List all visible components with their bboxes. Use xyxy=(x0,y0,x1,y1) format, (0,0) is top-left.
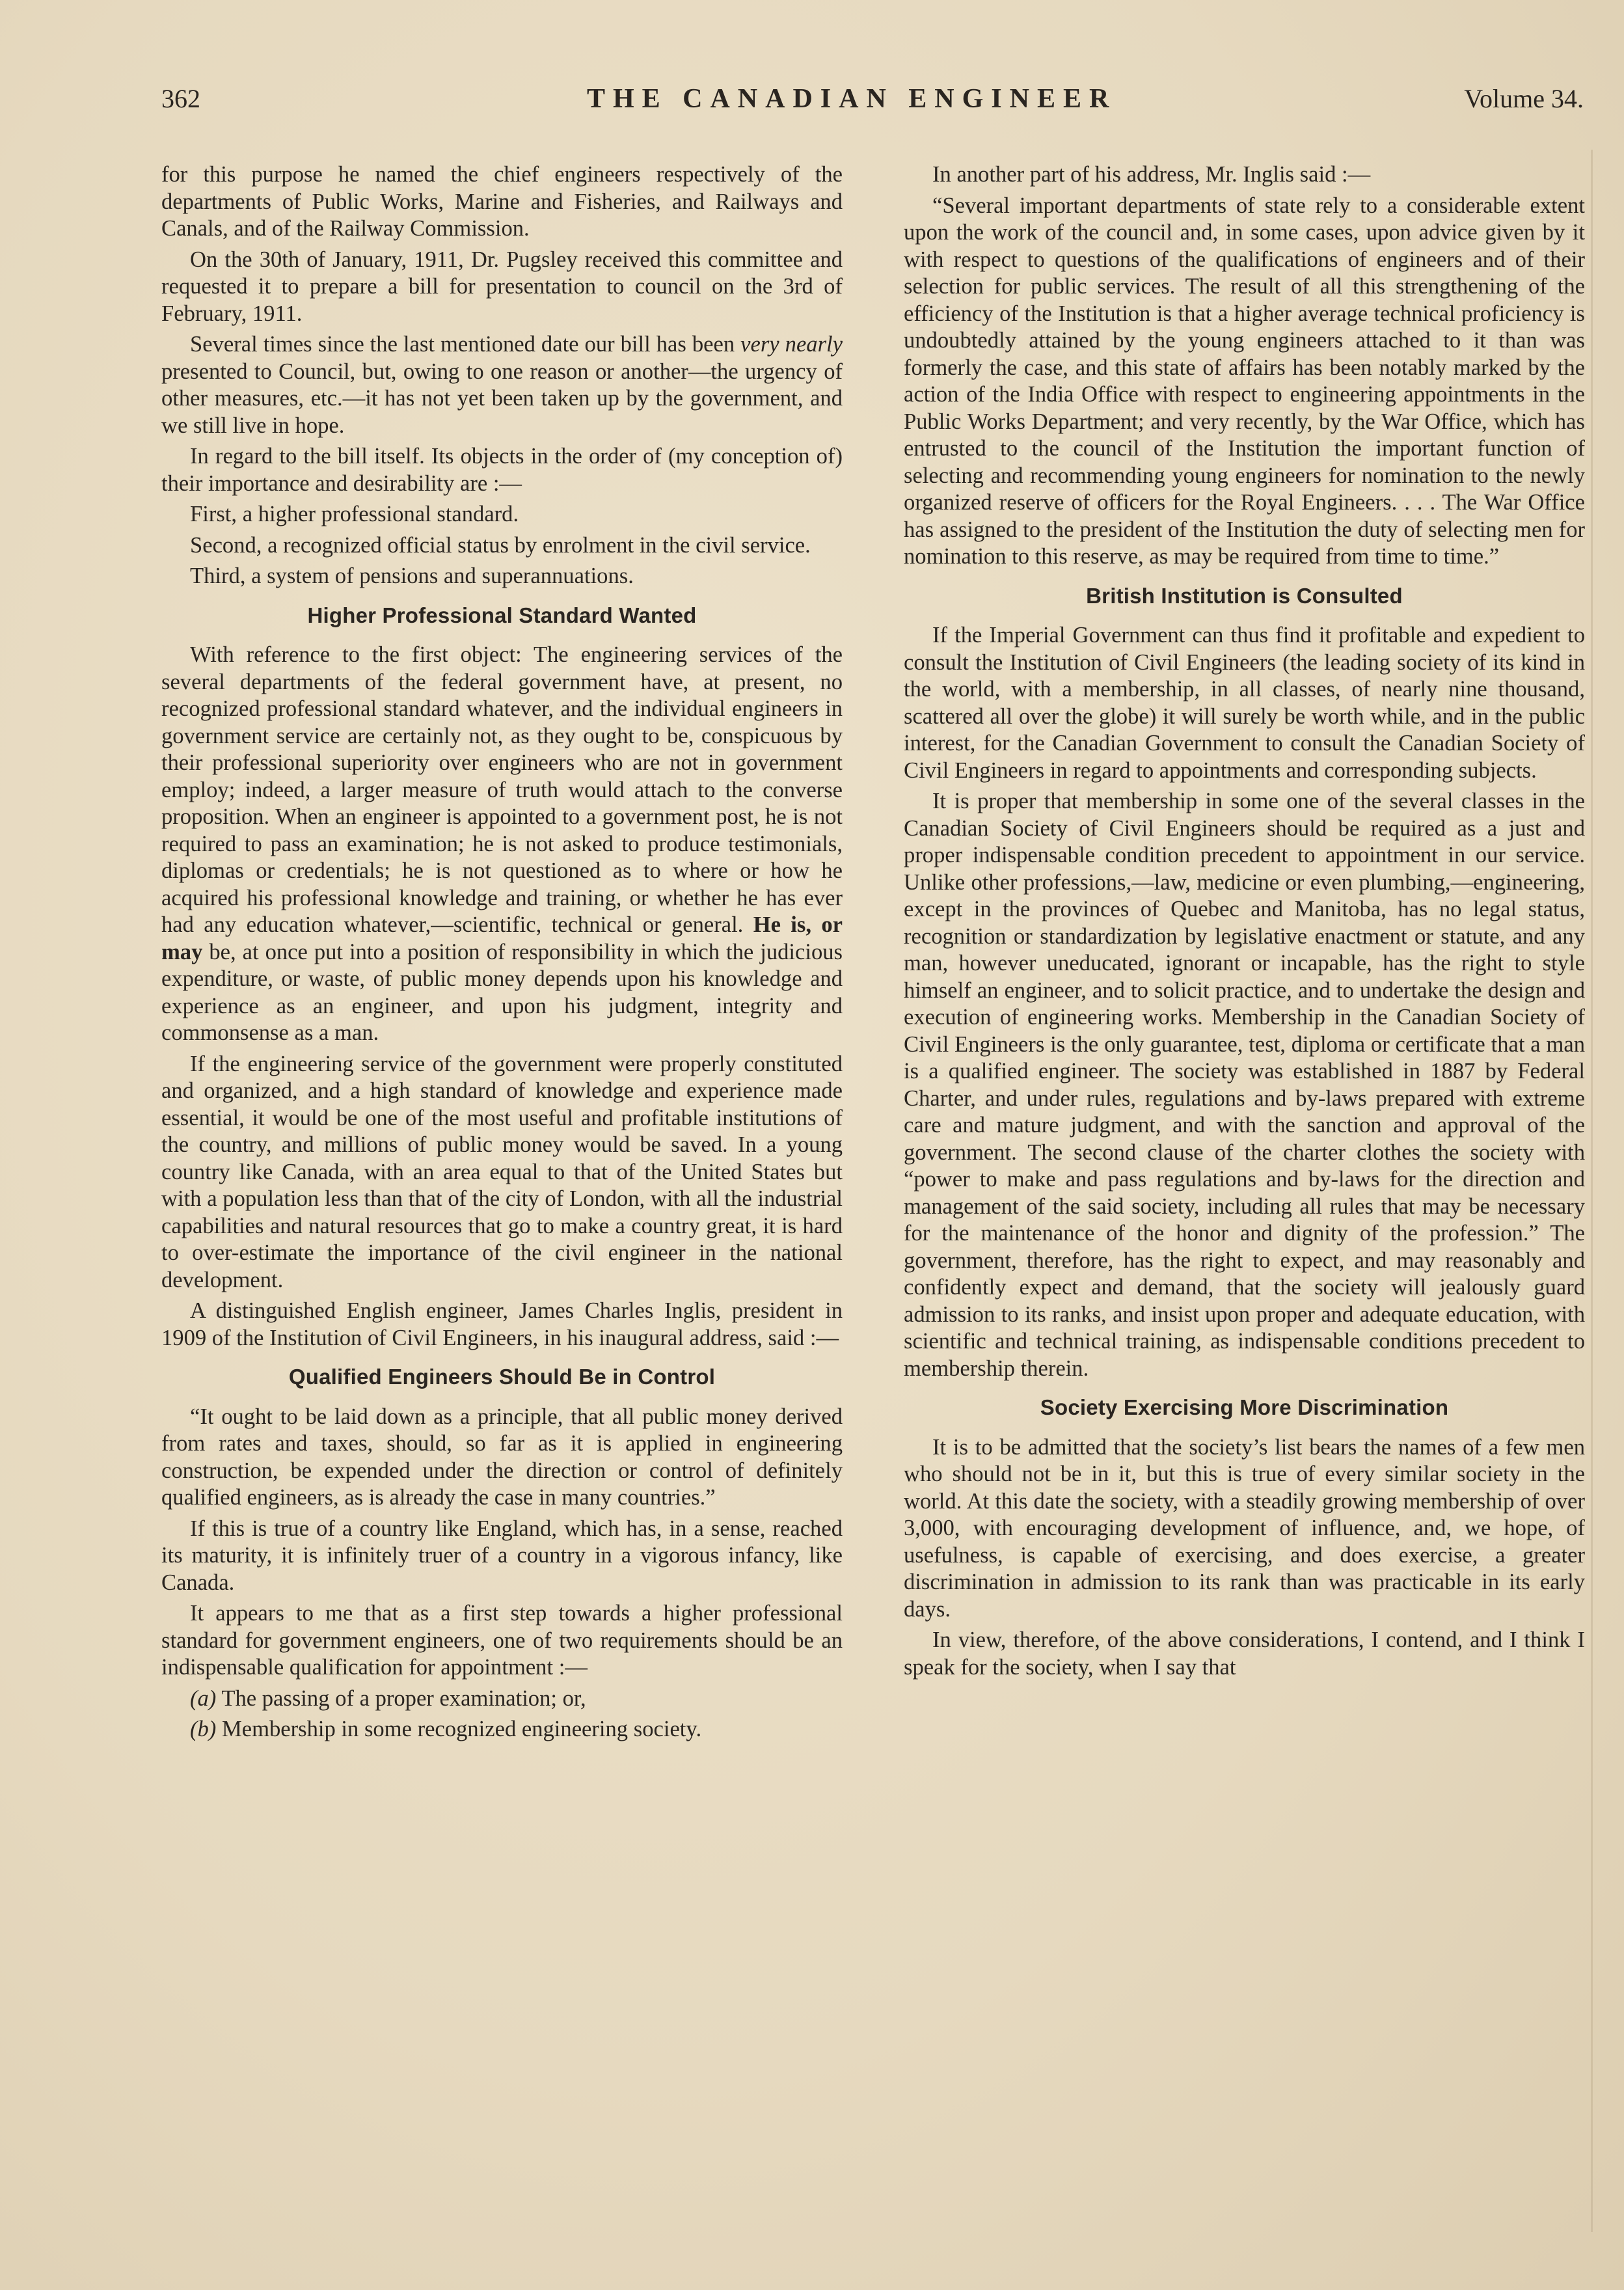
text-run: The passing of a proper examination; or, xyxy=(216,1685,586,1711)
paragraph: First, a higher professional standard. xyxy=(190,502,519,526)
running-head xyxy=(161,83,1584,122)
paragraph: In view, therefore, of the above considerations, I contend, and I think I speak for the society, when I say that xyxy=(904,1628,1585,1680)
paragraph xyxy=(161,331,843,439)
section-heading: British Institution is Consulted xyxy=(1086,583,1403,608)
paragraph: A distinguished English engineer, James Charles Inglis, president in 1909 of the Institution of Civil Engineers, in his inaugural address, said :— xyxy=(161,1298,843,1350)
emphasis: very nearly xyxy=(740,332,843,357)
paragraph xyxy=(161,642,843,1047)
page-number: 362 xyxy=(161,84,200,113)
paragraph: It is proper that membership in some one of the several classes in the Canadian Society of Civil Engineers should be required as a just and proper indispensable condition precedent to appointment in our service. Unlike other professions,—law, medicine or even plumbing,—engineering, except in the provinces of Quebec and Manitoba, has no legal status, recognition or standardization by legislative enactment or statute, and any man, however uneducated, ignorant or incapable, has the right to style himself an engineer, and to solicit practice, and to undertake the design and execution of engineering works. Membership in the Canadian Society of Civil Engineers is the only guarantee, test, diploma or certificate that a man is a qualified engineer. The society was established in 1887 by Federal Charter, and under rules, regulations and by-laws prepared with extreme care and mature judgment, and with the sanction and approval of the government. The second clause of the charter clothes the society with “power to make and pass regulations and by-laws for the direction and management of the said society, including all rules that may be necessary for the maintenance of the honor and dignity of the profession.” The government, therefore, has the right to expect, and may reasonably and confidently expect and demand, that the society will jealously guard admission to its ranks, and insist upon proper and adequate education, with scientific and technical training, as indispensable conditions precedent to membership therein. xyxy=(904,789,1585,1381)
quotation: “Several important departments of state rely to a considerable extent upon the work of the council and, in some cases, upon advice given by it with respect to questions of the qualifications of engineers and of their selection for public services. The result of all this strengthening of the efficiency of the Institution is that a higher average technical proficiency is undoubtedly attained by the young engineers attached to it than was formerly the case, and this state of affairs has been notably marked by the action of the India Office with respect to engineering appointments in the Public Works Department; and very recently, by the War Office, which has entrusted to the council of the Institution the important function of selecting and recommending young engineers for nomination to the newly organized reserve of officers for the Royal Engineers. . . . The War Office has assigned to the president of the Institution the duty of selecting men for nomination to this reserve, as may be required from time to time.” xyxy=(904,193,1585,569)
text-run: Several times since the last mentioned date our bill has been xyxy=(190,332,741,357)
paragraph: In regard to the bill itself. Its objects in the order of (my conception of) their importance and desirability are :— xyxy=(161,444,843,496)
left-column xyxy=(161,161,843,2251)
item-label: (b) xyxy=(190,1717,217,1741)
right-column xyxy=(904,161,1585,2251)
paragraph: In another part of his address, Mr. Inglis said :— xyxy=(932,162,1371,187)
text-columns xyxy=(161,161,1585,2251)
list-item xyxy=(161,1685,843,1713)
item-label: (a) xyxy=(190,1685,217,1711)
paragraph: It appears to me that as a first step towards a higher professional standard for government engineers, one of two requirements should be an indispensable qualification for appointment :— xyxy=(161,1601,843,1680)
paragraph: Second, a recognized official status by enrolment in the civil service. xyxy=(190,532,811,558)
bold-run: He is, or may xyxy=(161,912,843,964)
quotation: “It ought to be laid down as a principle, that all public money derived from rates and taxes, should, so far as it is applied in engineering construction, be expended under the direction or control of definitely qualified engineers, as is already the case in many countries.” xyxy=(161,1404,843,1510)
section-heading: Higher Professional Standard Wanted xyxy=(307,603,697,627)
text-run: With reference to the first object: The engineering services of the several departments of the federal government have, at present, no recognized professional standard whatever, and the individual engineers in government service are certainly not, as they ought to be, conspicuous by their professional superiority over engineers who are not in government employ; indeed, a larger measure of truth would attach to the converse proposition. When an engineer is appointed to a government post, he is not required to pass an examination; he is not asked to produce testimonials, diplomas or credentials; he is not questioned as to where or how he acquired his professional knowledge and training, or whether he has ever had any education whatever,—scientific, technical or general. xyxy=(161,642,843,937)
volume-label: Volume 34. xyxy=(1464,84,1584,113)
paragraph: On the 30th of January, 1911, Dr. Pugsley received this committee and requested it to prepare a bill for presentation to council on the 3rd of February, 1911. xyxy=(161,247,843,326)
journal-title: THE CANADIAN ENGINEER xyxy=(586,84,1117,114)
section-heading: Qualified Engineers Should Be in Control xyxy=(288,1365,716,1389)
text-run: presented to Council, but, owing to one reason or another—the urgency of other measures, etc.—it has not yet been taken up by the government, and we still live in hope. xyxy=(161,359,843,438)
text-run: Membership in some recognized engineering society. xyxy=(216,1717,702,1741)
paragraph: If the Imperial Government can thus find it profitable and expedient to consult the Institution of Civil Engineers (the leading society of its kind in the world, with a membership, in all classes, of nearly nine thousand, scattered all over the globe) it will surely be worth while, and in the public interest, for the Canadian Government to consult the Canadian Society of Civil Engineers in regard to appointments and corresponding subjects. xyxy=(904,623,1585,783)
paragraph: for this purpose he named the chief engineers respectively of the departments of Public Works, Marine and Fisheries, and Railways and Canals, and of the Railway Commission. xyxy=(161,162,843,241)
section-heading: Society Exercising More Discrimination xyxy=(1040,1395,1449,1419)
text-run: be, at once put into a position of responsibility in which the judicious expenditure, or waste, of public money depends upon his knowledge and experience as an engineer, and upon his judgment, integrity and commonsense as a man. xyxy=(161,939,843,1045)
page-edge-shadow xyxy=(1591,150,1593,2232)
list-item xyxy=(161,1716,843,1743)
paragraph: If this is true of a country like England, which has, in a sense, reached its maturity, it is infinitely truer of a country in a vigorous infancy, like Canada. xyxy=(161,1516,843,1595)
paragraph: Third, a system of pensions and superannuations. xyxy=(190,564,634,588)
paragraph: If the engineering service of the government were properly constituted and organized, and a high standard of knowledge and experience made essential, it would be one of the most useful and profitable institutions of the country, and millions of public money would be saved. In a young country like Canada, with an area equal to that of the United States but with a population less than that of the city of London, with all the industrial capabilities and natural resources that go to make a country great, it is hard to over-estimate the importance of the civil engineer in the national development. xyxy=(161,1051,843,1292)
paragraph: It is to be admitted that the society’s list bears the names of a few men who should not be in it, but this is true of every similar society in the world. At this date the society, with a steadily growing membership of over 3,000, with encouraging development of influence, and, we hope, of usefulness, is capable of exercising, and does exercise, a greater discrimination in admission to its rank than was practicable in its early days. xyxy=(904,1434,1585,1622)
